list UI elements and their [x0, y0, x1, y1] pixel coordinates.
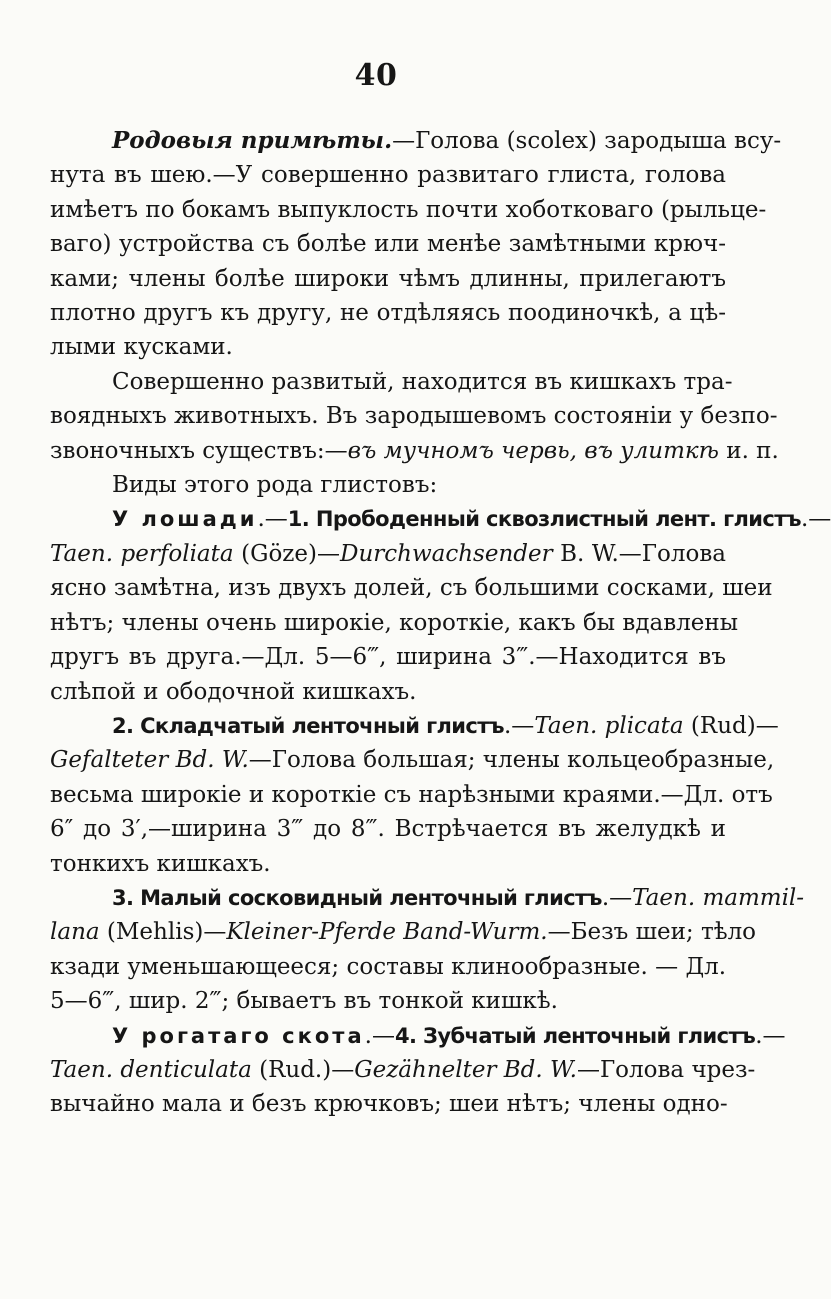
text-segment: Gefalteter Bd. W. [50, 747, 249, 774]
text-segment: 3. Малый сосковидный ленточный глистъ [112, 885, 602, 910]
text-segment: .— [755, 1022, 786, 1049]
text-segment: въ мучномъ червь, въ улиткѣ [347, 437, 719, 464]
text-segment: B. W.—Голова [552, 540, 726, 567]
text-segment: (Göze)— [233, 540, 341, 567]
text-segment: —Голова (scolex) зародыша всу- [392, 128, 782, 154]
text-segment: воядныхъ животныхъ. Въ зародышевомъ состояніи у безпо- [50, 403, 778, 430]
text-line-l12 [50, 502, 831, 536]
text-segment: нута въ шею.—У совершенно развитаго глиста, голова [50, 162, 726, 189]
text-line-l28 [50, 1053, 756, 1087]
text-segment: .— [257, 506, 288, 533]
text-segment: У лошади [112, 507, 258, 532]
text-segment: Durchwachsender [340, 540, 553, 567]
text-segment: ками; члены болѣе широки чѣмъ длинны, прилегаютъ [50, 265, 726, 292]
text-segment: lana [50, 919, 100, 946]
text-segment: вычайно мала и безъ крючковъ; шеи нѣтъ; члены одно- [50, 1091, 728, 1118]
text-segment: Виды этого рода глистовъ: [112, 472, 438, 499]
text-line-l21 [50, 812, 726, 846]
text-segment: весьма широкіе и короткіе съ нарѣзными краями.—Дл. отъ [50, 781, 773, 808]
text-line-l18 [50, 709, 779, 743]
text-line-l22 [50, 847, 726, 881]
text-segment: звоночныхъ существъ:— [50, 437, 348, 464]
text-segment: .— [601, 884, 633, 911]
text-line-l07 [50, 330, 726, 364]
text-segment: нѣтъ; члены очень широкіе, короткіе, какъ бы вдавлены [50, 609, 739, 636]
text-segment: —Безъ шеи; тѣло [547, 919, 757, 946]
text-segment: Gezähnelter Bd. W. [354, 1056, 577, 1083]
text-line-l15 [50, 606, 739, 640]
text-line-l19 [50, 743, 775, 777]
page-number: 40 [354, 58, 398, 93]
page-text [50, 124, 831, 1122]
text-segment: имѣетъ по бокамъ выпуклость почти хоботковаго (рыльце- [50, 196, 767, 223]
text-line-l25 [50, 950, 726, 984]
text-line-l23 [50, 881, 805, 915]
text-segment: (Rud)— [683, 712, 779, 739]
text-segment: Taen. mammil- [632, 884, 805, 911]
text-line-l04 [50, 227, 726, 261]
text-line-l03 [50, 193, 767, 227]
text-line-l20 [50, 778, 773, 812]
text-line-l10 [50, 434, 779, 468]
text-segment: (Rud.)— [251, 1056, 355, 1083]
text-segment: —Голова чрез- [576, 1056, 756, 1083]
text-line-l11 [50, 468, 726, 502]
text-line-l16 [50, 640, 726, 674]
text-segment: Родовыя примѣты. [112, 127, 393, 154]
text-line-l09 [50, 399, 778, 433]
text-segment: другъ въ друга.—Дл. 5—6‴, ширина 3‴.—Находится въ [50, 644, 726, 671]
text-segment: .— [364, 1022, 395, 1049]
text-segment: 1. Прободенный сквозлистный лент. глистъ [287, 507, 801, 532]
text-segment: слѣпой и ободочной кишкахъ. [50, 678, 417, 705]
text-segment: Совершенно развитый, находится въ кишкахъ тра- [112, 368, 733, 395]
text-line-l17 [50, 675, 726, 709]
text-segment: кзади уменьшающееся; составы клинообразные. — Дл. [50, 953, 727, 980]
text-line-l24 [50, 915, 757, 949]
text-segment: Taen. perfoliata [50, 540, 234, 567]
text-segment: Taen. plicata [534, 712, 684, 739]
text-line-l05 [50, 262, 726, 296]
text-segment: (Mehlis)— [99, 919, 227, 946]
text-line-l14 [50, 571, 773, 605]
text-segment: тонкихъ кишкахъ. [50, 850, 271, 877]
text-segment: Kleiner-Pferde Band-Wurm. [226, 919, 548, 946]
text-line-l29 [50, 1087, 726, 1121]
text-line-l27 [50, 1019, 786, 1053]
text-segment: 6″ до 3′,—ширина 3‴ до 8‴. Встрѣчается въ желудкѣ и [50, 816, 726, 843]
text-line-l08 [50, 365, 733, 399]
text-segment: .— [504, 712, 535, 739]
text-segment: ваго) устройства съ болѣе или менѣе замѣтными крюч- [50, 231, 726, 258]
text-segment: Taen. denticulata [50, 1056, 252, 1083]
text-line-l06 [50, 296, 726, 330]
text-line-l02 [50, 158, 726, 192]
text-line-l13 [50, 537, 726, 571]
text-segment: ясно замѣтна, изъ двухъ долей, съ большими сосками, шеи [50, 575, 773, 602]
text-segment: .— [800, 506, 831, 533]
text-line-l26 [50, 984, 726, 1018]
text-segment: 5—6‴, шир. 2‴; бываетъ въ тонкой кишкѣ. [50, 988, 558, 1015]
text-segment: 4. Зубчатый ленточный глистъ [394, 1023, 756, 1048]
text-segment: лыми кусками. [50, 334, 233, 361]
text-segment: и. п. [718, 437, 779, 464]
text-segment: —Голова большая; члены кольцеобразные, [248, 747, 775, 774]
text-segment: 2. Складчатый ленточный глистъ [112, 713, 504, 738]
text-segment: У рогатаго скота [112, 1023, 365, 1048]
text-line-l01 [50, 124, 782, 158]
text-segment: плотно другъ къ другу, не отдѣляясь поодиночкѣ, а цѣ- [50, 300, 726, 327]
